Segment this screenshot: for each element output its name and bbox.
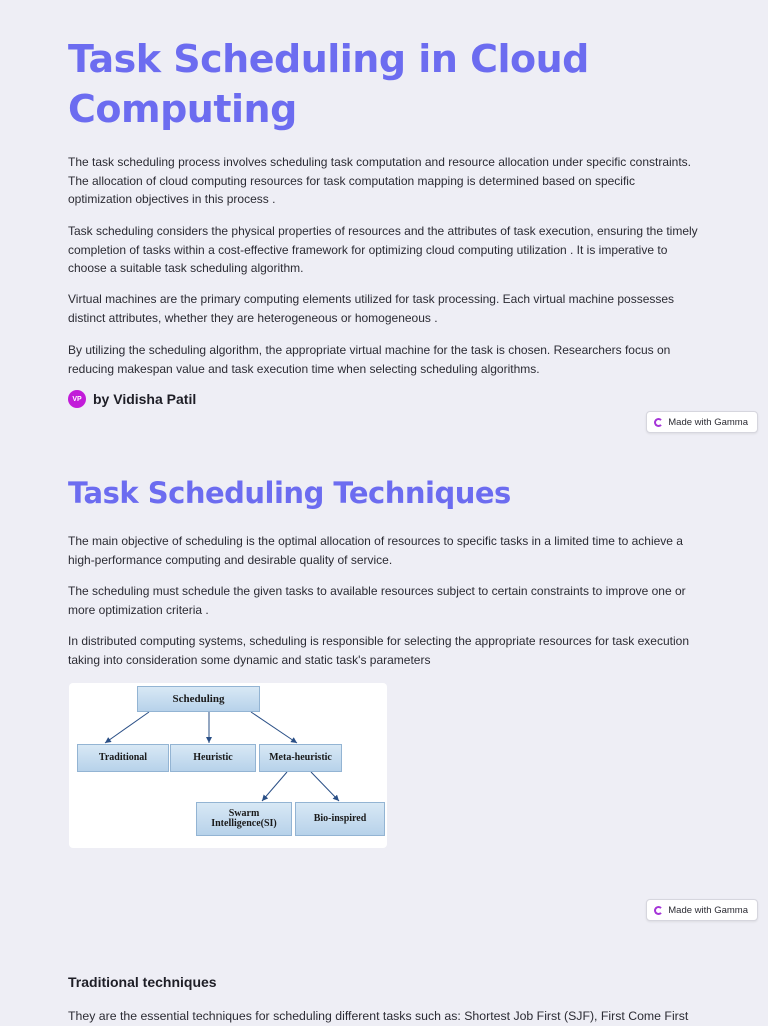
node-heuristic: Heuristic — [170, 744, 256, 772]
author-byline — [68, 390, 196, 408]
slide-traditional-techniques — [0, 940, 768, 1024]
arrow — [262, 772, 287, 801]
node-traditional: Traditional — [77, 744, 169, 772]
paragraph: They are the essential techniques for scheduling different tasks such as: Shortest Job First (SJF), First Come First — [68, 1009, 689, 1023]
arrow — [105, 712, 149, 743]
node-meta-heuristic: Meta-heuristic — [259, 744, 342, 772]
slide-cloud-computing — [0, 0, 768, 445]
slide-title: Task Scheduling Techniques — [68, 476, 511, 510]
node-scheduling: Scheduling — [137, 686, 260, 712]
section-heading: Traditional techniques — [68, 974, 217, 990]
paragraph: In distributed computing systems, scheduling is responsible for selecting the appropriate resources for task execution taking into consideration some dynamic and static task's parameters — [68, 634, 689, 667]
paragraph: The main objective of scheduling is the optimal allocation of resources to specific tasks in a limited time to achieve a high-performance computing and desirable quality of service. — [68, 534, 683, 567]
badge-label: Made with Gamma — [668, 416, 748, 428]
made-with-gamma-button[interactable] — [646, 411, 758, 433]
scheduling-taxonomy-diagram — [69, 683, 387, 848]
slide-title: Task Scheduling in Cloud Computing — [68, 37, 589, 131]
paragraph: Virtual machines are the primary computing elements utilized for task processing. Each virtual machine possesses distinct attributes, whether they are heterogeneous or homogeneous . — [68, 292, 675, 325]
paragraph: The task scheduling process involves scheduling task computation and resource allocation under specific constraints. The allocation of cloud computing resources for task computation mapping is determined based on specific optimization objectives in this process . — [68, 155, 692, 206]
node-swarm-intelligence: Swarm Intelligence(SI) — [196, 802, 292, 836]
gamma-logo-icon — [654, 418, 663, 427]
paragraph: The scheduling must schedule the given tasks to available resources subject to certain constraints to improve one or more optimization criteria . — [68, 584, 686, 617]
node-bio-inspired: Bio-inspired — [295, 802, 385, 836]
made-with-gamma-button[interactable] — [646, 899, 758, 921]
slide-scheduling-techniques — [0, 445, 768, 940]
avatar: VP — [68, 390, 86, 408]
author-name: by Vidisha Patil — [93, 391, 197, 407]
gamma-logo-icon — [654, 906, 663, 915]
arrow — [251, 712, 297, 743]
badge-label: Made with Gamma — [668, 904, 748, 916]
arrow — [311, 772, 339, 801]
paragraph: By utilizing the scheduling algorithm, the appropriate virtual machine for the task is chosen. Researchers focus on reducing makespan value and task execution time when selecting scheduling algorithms. — [68, 343, 671, 376]
paragraph: Task scheduling considers the physical properties of resources and the attributes of task execution, ensuring the timely completion of tasks within a cost-effective framework for optimizing cloud computing utilization . It is imperative to choose a suitable task scheduling algorithm. — [68, 224, 698, 275]
